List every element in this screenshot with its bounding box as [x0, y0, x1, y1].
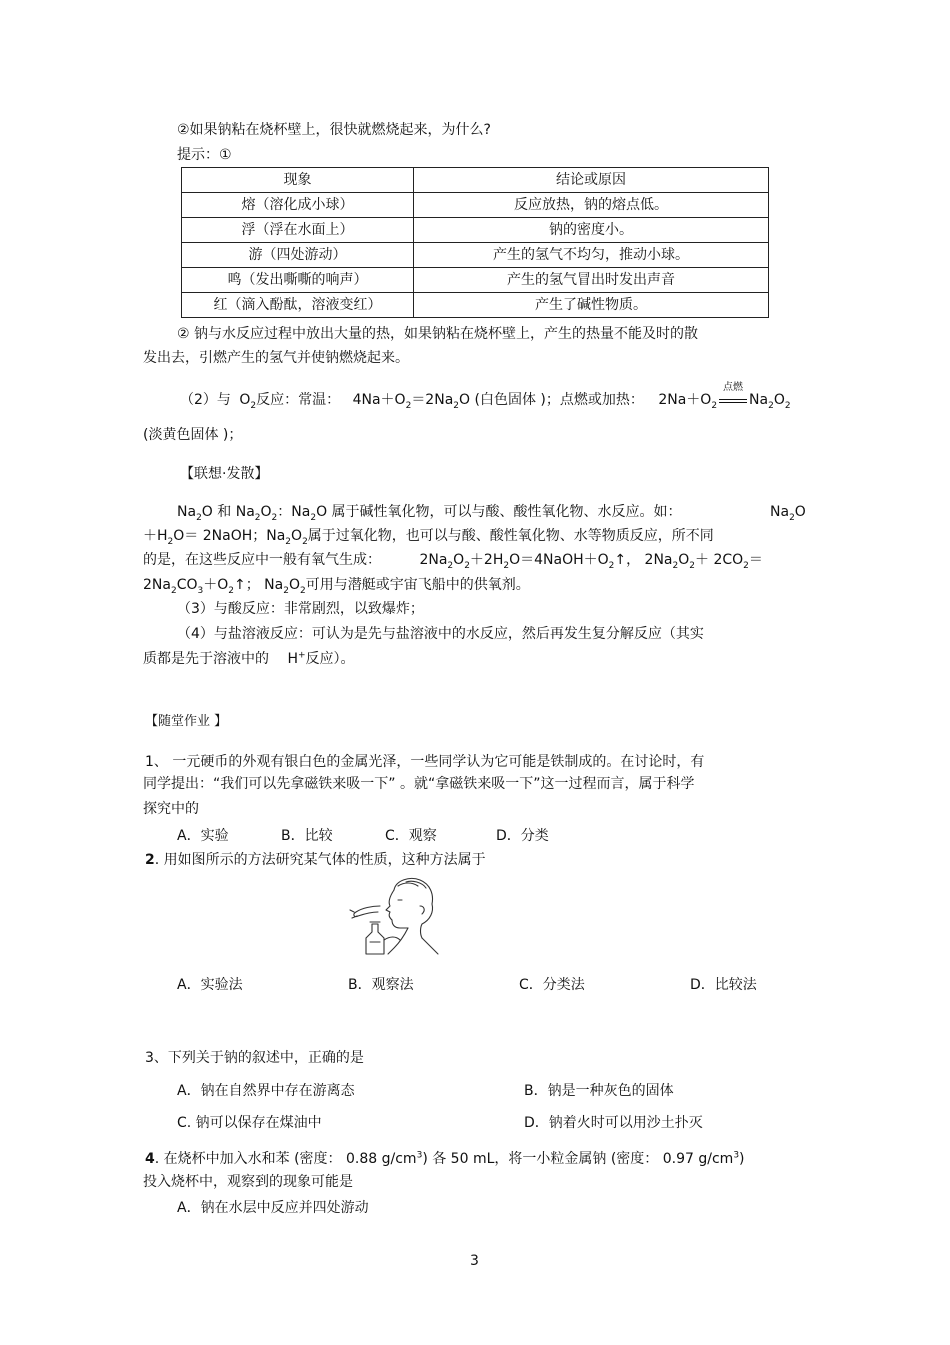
q1-line-3: 探究中的: [143, 801, 199, 817]
table-header-phenomenon: 现象: [182, 168, 414, 193]
table-cell: 钠的密度小。: [414, 218, 769, 243]
table-header-conclusion: 结论或原因: [414, 168, 769, 193]
q1-option-d: D．分类: [496, 828, 549, 844]
gas-smelling-illustration-icon: [348, 876, 440, 956]
q3-option-d: D．钠着火时可以用沙土扑灭: [524, 1115, 703, 1131]
q3-option-a: A．钠在自然界中存在游离态: [177, 1083, 355, 1099]
association-line-4: $2Na_2CO_3+O_2↑$； $Na_2O_2$可用与潜艇或宇宙飞船中的供氧剂。: [143, 577, 530, 596]
q4-line-2: 投入烧杯中，观察到的现象可能是: [143, 1174, 353, 1190]
table-cell: 产生的氢气冒出时发出声音: [414, 268, 769, 293]
question-text: ②如果钠粘在烧杯壁上，很快就燃烧起来，为什么?: [177, 122, 491, 138]
q1-line-2: 同学提出：“我们可以先拿磁铁来吸一下” 。就“拿磁铁来吸一下”这一过程而言，属于科学: [143, 776, 695, 792]
table-cell: 产生的氢气不均匀，推动小球。: [414, 243, 769, 268]
ignition-condition: 点燃: [717, 391, 749, 409]
association-line-2: $+H_2O=$ 2NaOH；$Na_2O_2$属于过氧化物，也可以与酸、酸性氧化物、水等物质反应，所不同: [143, 528, 714, 547]
table-cell: 反应放热，钠的熔点低。: [414, 193, 769, 218]
salt-reaction-line-1: （4）与盐溶液反应：可认为是先与盐溶液中的水反应，然后再发生复分解反应（其实: [177, 626, 704, 642]
q2-option-c: C．分类法: [519, 977, 585, 993]
acid-reaction: （3）与酸反应：非常剧烈，以致爆炸；: [177, 601, 424, 617]
q3-option-c: C. 钠可以保存在煤油中: [177, 1115, 322, 1131]
q3-option-b: B．钠是一种灰色的固体: [524, 1083, 674, 1099]
association-line-1: $Na_2O$ 和 $Na_2O_2$：$Na_2O$ 属于碱性氧化物，可以与酸、酸性氧化物、水反应。如：: [177, 504, 682, 523]
homework-heading: 【随堂作业 】: [145, 714, 228, 729]
table-cell: 红（滴入酚酞，溶液变红）: [182, 293, 414, 318]
table-cell: 浮（浮在水面上）: [182, 218, 414, 243]
q2-line: 2. 用如图所示的方法研究某气体的性质，这种方法属于: [145, 852, 486, 868]
association-line-1-end: $Na_2O$: [770, 504, 806, 523]
q4-line-1: 4. 在烧杯中加入水和苯 (密度： 0.88 $g/cm^3$) 各 50 mL，将一小粒金属钠 (密度： 0.97 $g/cm^3$): [145, 1150, 745, 1167]
q1-line-1: 1、 一元硬币的外观有银白色的金属光泽，一些同学认为它可能是铁制成的。在讨论时，有: [145, 754, 705, 770]
table-row: [182, 243, 769, 268]
o2-reaction-line: （2）与 $O_2$反应：常温： $4Na+O_2=2Na_2O$ (白色固体 )；点燃或加热： $2Na+O_2$ 点燃 $Na_2O_2$: [180, 382, 791, 411]
q1-option-b: B．比较: [281, 828, 333, 844]
table-row: [182, 193, 769, 218]
q1-option-a: A．实验: [177, 828, 229, 844]
table-row: [182, 268, 769, 293]
answer-line-1: ② 钠与水反应过程中放出大量的热，如果钠粘在烧杯壁上，产生的热量不能及时的散: [177, 326, 698, 342]
q2-option-b: B．观察法: [348, 977, 414, 993]
association-line-3: 的是，在这些反应中一般有氧气生成： $2Na_2O_2+2H_2O=4NaOH+O_2↑$， $2Na_2O_2+ 2CO_2=$: [143, 552, 763, 571]
table-row: [182, 293, 769, 318]
o2-reaction-continued: (淡黄色固体 )；: [143, 427, 243, 443]
table-cell: 游（四处游动）: [182, 243, 414, 268]
answer-line-2: 发出去，引燃产生的氢气并使钠燃烧起来。: [143, 350, 409, 366]
q4-option-a: A．钠在水层中反应并四处游动: [177, 1200, 369, 1216]
q3-line: 3、下列关于钠的叙述中，正确的是: [145, 1050, 364, 1066]
table-cell: 鸣（发出嘶嘶的响声）: [182, 268, 414, 293]
association-heading: 【联想·发散】: [180, 466, 269, 482]
q2-option-a: A．实验法: [177, 977, 243, 993]
observation-table: [181, 167, 769, 318]
table-row: [182, 218, 769, 243]
table-cell: 产生了碱性物质。: [414, 293, 769, 318]
page-number: 3: [470, 1253, 479, 1269]
table-header-row: [182, 168, 769, 193]
q1-option-c: C．观察: [385, 828, 437, 844]
hint-label: 提示：①: [177, 147, 232, 163]
table-cell: 熔（溶化成小球）: [182, 193, 414, 218]
salt-reaction-line-2: 质都是先于溶液中的 H+反应）。: [143, 650, 355, 667]
q2-option-d: D．比较法: [690, 977, 757, 993]
